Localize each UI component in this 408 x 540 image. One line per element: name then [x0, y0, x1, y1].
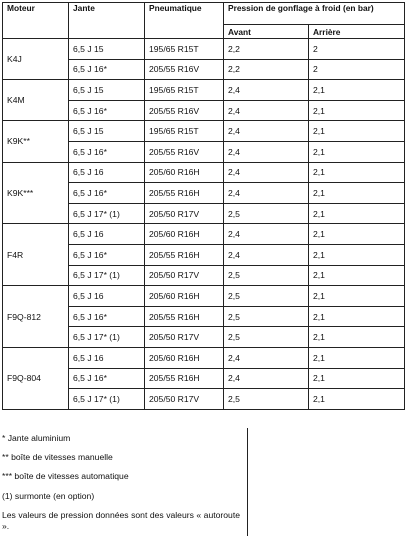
rear-pressure-cell: 2,1	[309, 389, 405, 410]
front-pressure-cell: 2,4	[224, 100, 309, 121]
rear-pressure-cell: 2,1	[309, 80, 405, 101]
rim-cell: 6,5 J 16	[69, 162, 145, 183]
rim-cell: 6,5 J 17* (1)	[69, 389, 145, 410]
rear-pressure-cell: 2,1	[309, 306, 405, 327]
table-row	[3, 121, 405, 142]
rim-cell: 6,5 J 16	[69, 224, 145, 245]
rear-pressure-cell: 2,1	[309, 368, 405, 389]
rim-cell: 6,5 J 16*	[69, 141, 145, 162]
header-arriere: Arrière	[309, 25, 405, 39]
header-moteur: Moteur	[3, 3, 69, 39]
header-avant: Avant	[224, 25, 309, 39]
header-jante: Jante	[69, 3, 145, 39]
engine-cell: F9Q-812	[3, 286, 69, 348]
front-pressure-cell: 2,5	[224, 203, 309, 224]
engine-cell: K9K***	[3, 162, 69, 224]
engine-cell: K9K**	[3, 121, 69, 162]
rim-cell: 6,5 J 16*	[69, 368, 145, 389]
tire-cell: 205/55 R16V	[145, 141, 224, 162]
engine-cell: F9Q-804	[3, 347, 69, 409]
rim-cell: 6,5 J 16*	[69, 100, 145, 121]
tire-cell: 205/55 R16V	[145, 59, 224, 80]
tire-cell: 205/55 R16H	[145, 306, 224, 327]
rear-pressure-cell: 2,1	[309, 141, 405, 162]
front-pressure-cell: 2,4	[224, 121, 309, 142]
tire-cell: 205/50 R17V	[145, 389, 224, 410]
front-pressure-cell: 2,5	[224, 286, 309, 307]
rim-cell: 6,5 J 15	[69, 39, 145, 60]
tire-cell: 205/60 R16H	[145, 162, 224, 183]
engine-cell: F4R	[3, 224, 69, 286]
rim-cell: 6,5 J 16	[69, 347, 145, 368]
front-pressure-cell: 2,4	[224, 162, 309, 183]
rear-pressure-cell: 2,1	[309, 100, 405, 121]
header-pression: Pression de gonflage à froid (en bar)	[224, 3, 405, 25]
rear-pressure-cell: 2,1	[309, 183, 405, 204]
front-pressure-cell: 2,4	[224, 80, 309, 101]
tire-cell: 205/60 R16H	[145, 224, 224, 245]
footnote-manual-gearbox: ** boîte de vitesses manuelle	[2, 452, 113, 462]
table-row	[3, 39, 405, 60]
rear-pressure-cell: 2,1	[309, 244, 405, 265]
tire-cell: 205/50 R17V	[145, 265, 224, 286]
rear-pressure-cell: 2,1	[309, 286, 405, 307]
rear-pressure-cell: 2,1	[309, 203, 405, 224]
footnotes	[2, 428, 248, 536]
tire-cell: 205/55 R16H	[145, 368, 224, 389]
tire-cell: 205/60 R16H	[145, 286, 224, 307]
rear-pressure-cell: 2,1	[309, 162, 405, 183]
table-row	[3, 224, 405, 245]
tire-cell: 195/65 R15T	[145, 39, 224, 60]
rim-cell: 6,5 J 15	[69, 80, 145, 101]
tire-cell: 205/50 R17V	[145, 203, 224, 224]
front-pressure-cell: 2,4	[224, 141, 309, 162]
front-pressure-cell: 2,2	[224, 39, 309, 60]
rear-pressure-cell: 2	[309, 39, 405, 60]
front-pressure-cell: 2,4	[224, 347, 309, 368]
tire-cell: 205/55 R16H	[145, 183, 224, 204]
footnote-option: (1) surmonte (en option)	[2, 491, 95, 501]
rear-pressure-cell: 2,1	[309, 265, 405, 286]
tire-pressure-table	[2, 2, 405, 410]
tire-cell: 195/65 R15T	[145, 80, 224, 101]
rim-cell: 6,5 J 16*	[69, 244, 145, 265]
footnote-automatic-gearbox: *** boîte de vitesses automatique	[2, 471, 129, 481]
front-pressure-cell: 2,5	[224, 389, 309, 410]
rim-cell: 6,5 J 16*	[69, 306, 145, 327]
engine-cell: K4M	[3, 80, 69, 121]
footnote-highway-values: Les valeurs de pression données sont des valeurs « autoroute ».	[2, 510, 240, 531]
rim-cell: 6,5 J 17* (1)	[69, 203, 145, 224]
table-row	[3, 347, 405, 368]
table-row	[3, 286, 405, 307]
header-pneumatique: Pneumatique	[145, 3, 224, 39]
front-pressure-cell: 2,4	[224, 368, 309, 389]
front-pressure-cell: 2,5	[224, 306, 309, 327]
front-pressure-cell: 2,4	[224, 244, 309, 265]
rim-cell: 6,5 J 16*	[69, 183, 145, 204]
front-pressure-cell: 2,5	[224, 265, 309, 286]
table-row	[3, 162, 405, 183]
tire-cell: 205/60 R16H	[145, 347, 224, 368]
table-row	[3, 80, 405, 101]
tire-cell: 195/65 R15T	[145, 121, 224, 142]
rim-cell: 6,5 J 17* (1)	[69, 327, 145, 348]
engine-cell: K4J	[3, 39, 69, 80]
rim-cell: 6,5 J 17* (1)	[69, 265, 145, 286]
rim-cell: 6,5 J 15	[69, 121, 145, 142]
front-pressure-cell: 2,5	[224, 327, 309, 348]
rear-pressure-cell: 2,1	[309, 327, 405, 348]
rear-pressure-cell: 2,1	[309, 347, 405, 368]
front-pressure-cell: 2,2	[224, 59, 309, 80]
tire-cell: 205/50 R17V	[145, 327, 224, 348]
rim-cell: 6,5 J 16	[69, 286, 145, 307]
rim-cell: 6,5 J 16*	[69, 59, 145, 80]
rear-pressure-cell: 2,1	[309, 224, 405, 245]
front-pressure-cell: 2,4	[224, 183, 309, 204]
tire-cell: 205/55 R16V	[145, 100, 224, 121]
front-pressure-cell: 2,4	[224, 224, 309, 245]
footnote-aluminium: * Jante aluminium	[2, 433, 71, 443]
rear-pressure-cell: 2,1	[309, 121, 405, 142]
tire-cell: 205/55 R16H	[145, 244, 224, 265]
rear-pressure-cell: 2	[309, 59, 405, 80]
